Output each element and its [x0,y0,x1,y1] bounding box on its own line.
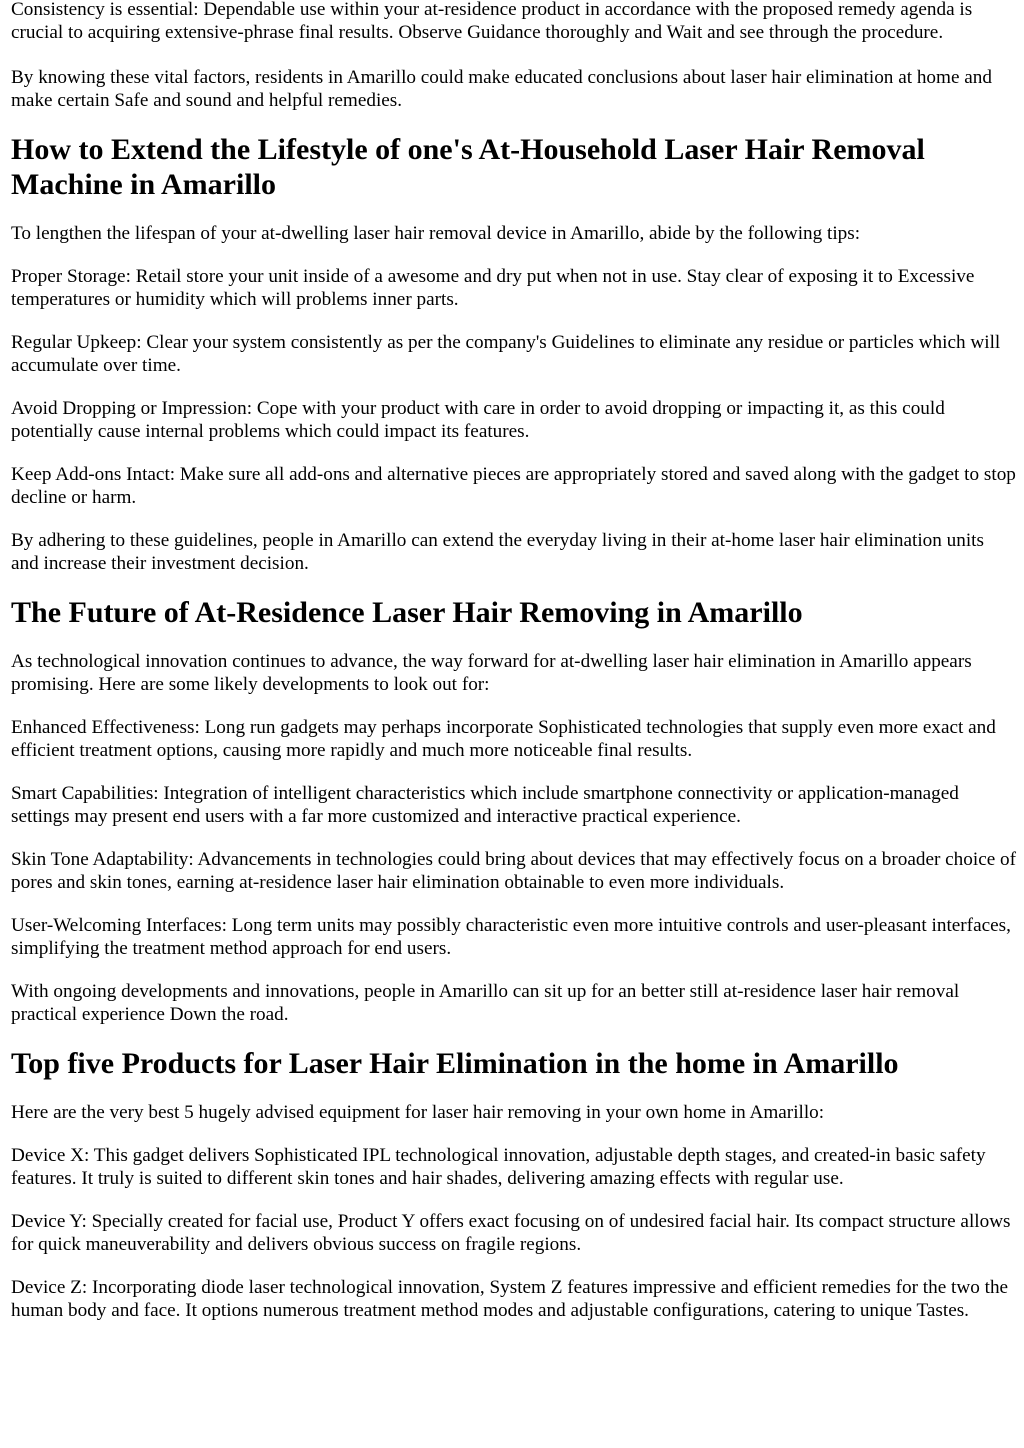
paragraph-guidelines-summary: By adhering to these guidelines, people in Amarillo can extend the everyday living in their at-home laser hair elimination units and increase their investment decision. [11,530,984,574]
paragraph-regular-upkeep: Regular Upkeep: Clear your system consistently as per the company's Guidelines to eliminate any residue or particles which will accumulate over time. [11,332,1001,376]
paragraph-smart-capabilities: Smart Capabilities: Integration of intelligent characteristics which include smartphone connectivity or application-managed settings may present end users with a far more customized and interactive practical experience. [11,783,959,827]
heading-top-five: Top five Products for Laser Hair Elimination in the home in Amarillo [11,1047,899,1080]
paragraph-top-five-intro: Here are the very best 5 hugely advised equipment for laser hair removing in your own home in Amarillo: [11,1102,825,1123]
paragraph-enhanced-effectiveness: Enhanced Effectiveness: Long run gadgets may perhaps incorporate Sophisticated technologies that supply even more exact and efficient treatment options, causing more rapidly and much more noticeable final results. [11,717,996,761]
paragraph-avoid-dropping: Avoid Dropping or Impression: Cope with your product with care in order to avoid dropping or impacting it, as this could potentially cause internal problems which could impact its features. [11,398,945,442]
paragraph-keep-addons: Keep Add-ons Intact: Make sure all add-ons and alternative pieces are appropriately stored and saved along with the gadget to stop decline or harm. [11,464,1016,508]
paragraph-skin-tone: Skin Tone Adaptability: Advancements in technologies could bring about devices that may effectively focus on a broader choice of pores and skin tones, earning at-residence laser hair elimination obtainable to even more individuals. [11,849,1017,893]
heading-extend-lifespan: How to Extend the Lifestyle of one's At-Household Laser Hair Removal Machine in Amarillo [11,133,925,201]
paragraph-device-x: Device X: This gadget delivers Sophisticated IPL technological innovation, adjustable depth stages, and created-in basic safety features. It truly is suited to different skin tones and hair shades, delivering amazing effects with regular use. [11,1145,986,1189]
paragraph-future-intro: As technological innovation continues to advance, the way forward for at-dwelling laser hair elimination in Amarillo appears promising. Here are some likely developments to look out for: [11,651,972,695]
paragraph-user-interfaces: User-Welcoming Interfaces: Long term units may possibly characteristic even more intuitive controls and user-pleasant interfaces, simplifying the treatment method approach for end users. [11,915,1011,959]
paragraph-device-y: Device Y: Specially created for facial use, Product Y offers exact focusing on of undesired facial hair. Its compact structure allows for quick maneuverability and delivers obvious success on fragile regions. [11,1211,1011,1255]
paragraph-future-summary: With ongoing developments and innovations, people in Amarillo can sit up for an better still at-residence laser hair removal practical experience Down the road. [11,981,960,1025]
heading-future: The Future of At-Residence Laser Hair Removing in Amarillo [11,596,803,629]
paragraph-intro-tips: To lengthen the lifespan of your at-dwelling laser hair removal device in Amarillo, abide by the following tips: [11,223,861,244]
paragraph-device-z: Device Z: Incorporating diode laser technological innovation, System Z features impressive and efficient remedies for the two the human body and face. It options numerous treatment method modes and adjustable configurations, catering to unique Tastes. [11,1277,1009,1321]
paragraph-summary: By knowing these vital factors, residents in Amarillo could make educated conclusions about laser hair elimination at home and make certain Safe and sound and helpful remedies. [11,67,992,111]
paragraph-consistency: Consistency is essential: Dependable use within your at-residence product in accordance with the proposed remedy agenda is crucial to acquiring extensive-phrase final results. Observe Guidance thoroughly and Wait and see through the procedure. [11,0,973,43]
paragraph-proper-storage: Proper Storage: Retail store your unit inside of a awesome and dry put when not in use. Stay clear of exposing it to Excessive temperatures or humidity which will problems inner parts. [11,266,975,310]
